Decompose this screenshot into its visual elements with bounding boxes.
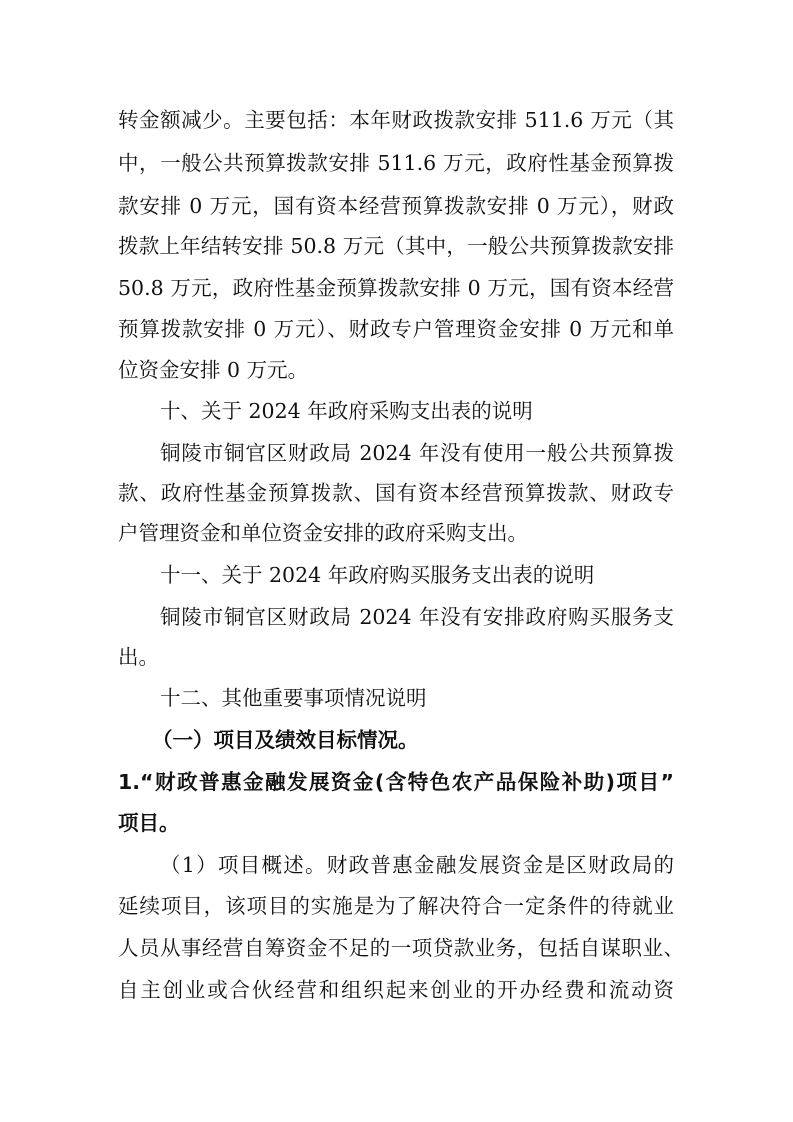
paragraph-line: 铜陵市铜官区财政局 2024 年没有使用一般公共预算拨 (160, 441, 674, 465)
paragraph-line: 延续项目，该项目的实施是为了解决符合一定条件的待就业 (118, 894, 674, 918)
section-heading: 十一、关于 2024 年政府购买服务支出表的说明 (160, 563, 595, 587)
paragraph-line: 出。 (118, 645, 159, 669)
paragraph-line: 户管理资金和单位资金安排的政府采购支出。 (118, 521, 528, 545)
paragraph-line: 人员从事经营自筹资金不足的一项贷款业务，包括自谋职业、 (118, 936, 684, 960)
paragraph-line: 50.8 万元，政府性基金预算拨款安排 0 万元，国有资本经营 (118, 276, 674, 300)
paragraph-line: 款、政府性基金预算拨款、国有资本经营预算拨款、财政专 (118, 481, 674, 505)
paragraph-line: 中，一般公共预算拨款安排 511.6 万元，政府性基金预算拨 (118, 151, 674, 175)
paragraph-line: 预算拨款安排 0 万元）、财政专户管理资金安排 0 万元和单 (118, 317, 674, 341)
subsection-heading: （一）项目及绩效目标情况。 (152, 728, 419, 752)
paragraph-line: 款安排 0 万元，国有资本经营预算拨款安排 0 万元），财政 (118, 194, 674, 218)
project-title: 1.“财政普惠金融发展资金(含特色农产品保险补助)项目” (118, 770, 674, 794)
paragraph-line: （1）项目概述。财政普惠金融发展资金是区财政局的 (160, 853, 674, 877)
section-heading: 十、关于 2024 年政府采购支出表的说明 (160, 399, 533, 423)
paragraph-line: 位资金安排 0 万元。 (118, 358, 309, 382)
paragraph-line: 拨款上年结转安排 50.8 万元（其中，一般公共预算拨款安排 (118, 234, 674, 258)
project-title: 项目。 (118, 811, 180, 835)
section-heading: 十二、其他重要事项情况说明 (160, 686, 427, 710)
paragraph-line: 铜陵市铜官区财政局 2024 年没有安排政府购买服务支 (160, 605, 674, 629)
paragraph-line: 自主创业或合伙经营和组织起来创业的开办经费和流动资 (118, 978, 674, 1002)
paragraph-line: 转金额减少。主要包括：本年财政拨款安排 511.6 万元（其 (118, 108, 674, 132)
